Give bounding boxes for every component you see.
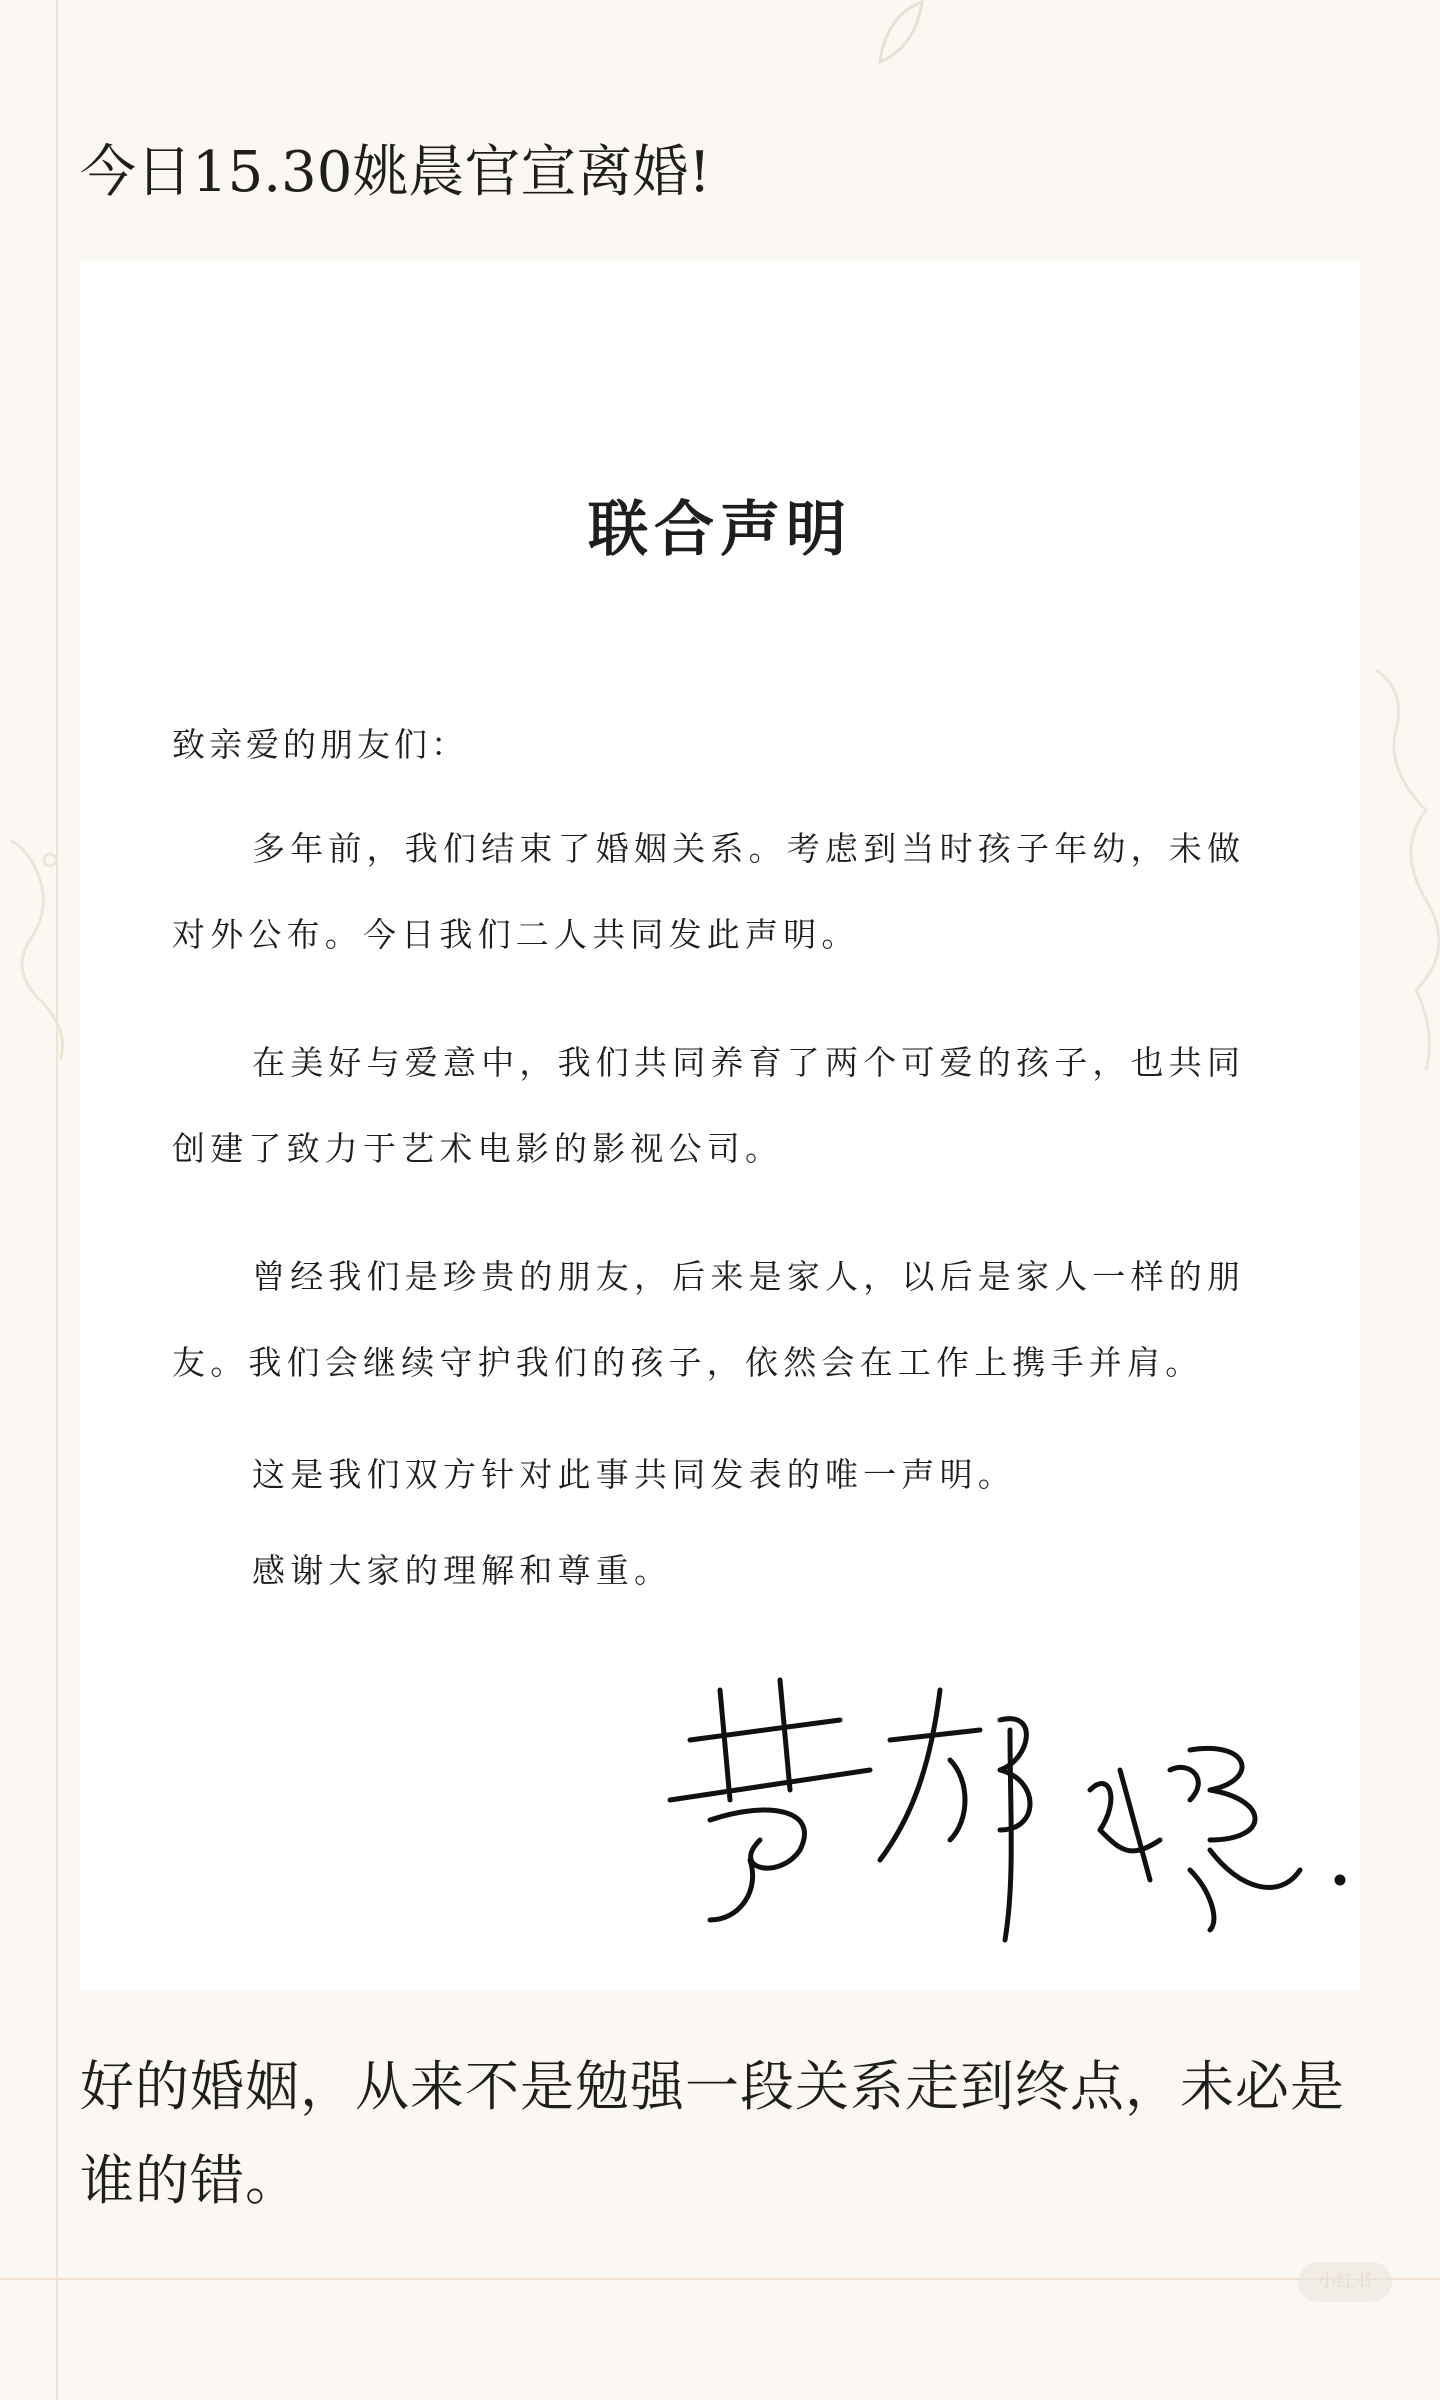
statement-paragraph: 在美好与爱意中，我们共同养育了两个可爱的孩子，也共同创建了致力于艺术电影的影视公司。 bbox=[172, 1043, 1246, 1168]
statement-paragraph: 曾经我们是珍贵的朋友，后来是家人，以后是家人一样的朋友。我们会继续守护我们的孩子，依然会在工作上携手并肩。 bbox=[172, 1257, 1246, 1382]
statement-document-image bbox=[80, 260, 1360, 1990]
post-caption: 好的婚姻，从来不是勉强一段关系走到终点，未必是谁的错。 bbox=[80, 2055, 1345, 2212]
statement-body bbox=[172, 806, 1272, 1640]
statement-paragraph: 感谢大家的理解和尊重。 bbox=[252, 1551, 673, 1590]
page-margin-line bbox=[56, 0, 58, 2400]
decorative-doodle-left bbox=[0, 820, 80, 1140]
post-headline: 今日15.30姚晨官宣离婚! bbox=[80, 140, 711, 205]
decorative-leaf-icon bbox=[860, 0, 940, 70]
statement-greeting: 致亲爱的朋友们： bbox=[172, 725, 468, 764]
app-watermark: 小红书 bbox=[1298, 2262, 1392, 2302]
statement-paragraph: 这是我们双方针对此事共同发表的唯一声明。 bbox=[252, 1455, 1016, 1494]
statement-paragraph: 多年前，我们结束了婚姻关系。考虑到当时孩子年幼，未做对外公布。今日我们二人共同发此声明。 bbox=[172, 829, 1246, 954]
decorative-doodle-right bbox=[1366, 660, 1440, 1180]
page-bottom-line bbox=[0, 2278, 1440, 2280]
handwritten-signature bbox=[650, 1650, 1350, 1950]
statement-title: 联合声明 bbox=[588, 495, 852, 565]
